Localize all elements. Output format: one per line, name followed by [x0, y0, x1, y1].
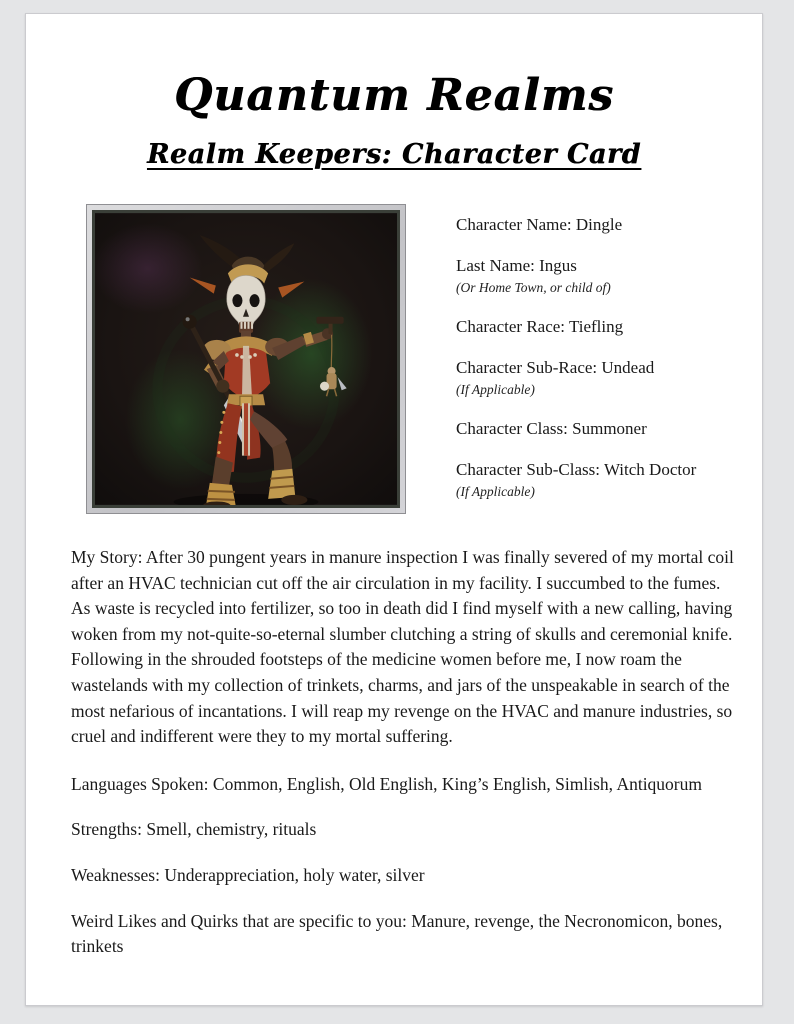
field-sub-race-note: (If Applicable)	[456, 382, 535, 397]
field-label: Character Race:	[456, 317, 569, 336]
document-title: Quantum Realms	[173, 70, 615, 121]
field-last-name-note: (Or Home Town, or child of)	[456, 280, 611, 295]
attr-value: Common, English, Old English, King’s English, Simlish, Antiquorum	[212, 773, 702, 794]
field-value: Dingle	[575, 215, 623, 234]
attr-weaknesses	[71, 863, 736, 889]
attr-languages	[71, 772, 736, 798]
attr-label: Strengths:	[71, 819, 147, 840]
story-label: My Story:	[71, 547, 146, 567]
field-value: Tiefling	[568, 317, 624, 336]
field-value: Witch Doctor	[603, 460, 697, 479]
character-card-top	[86, 204, 726, 520]
attr-label: Weaknesses:	[71, 864, 165, 885]
field-label: Character Name:	[456, 215, 576, 234]
field-character-sub-class	[456, 459, 696, 480]
field-label: Character Class:	[456, 419, 573, 438]
document-page	[25, 13, 763, 1006]
field-character-class	[456, 418, 696, 439]
portrait-inner-border	[92, 210, 400, 508]
field-value: Undead	[601, 358, 655, 377]
field-character-sub-race	[456, 357, 696, 378]
attr-value: Underappreciation, holy water, silver	[164, 864, 425, 885]
field-value: Summoner	[572, 419, 647, 438]
field-character-race	[456, 316, 696, 337]
field-sub-class-note: (If Applicable)	[456, 484, 535, 499]
story-paragraph	[71, 545, 736, 750]
story-text: After 30 pungent years in manure inspection I was finally severed of my mortal coil after an HVAC technician cut off the air circulation in my facility. I succumbed to the fumes. As waste is recycled into fertilizer, so too in death did I find myself with a new calling, having woken from my not-quite-so-eternal slumber clutching a string of skulls and ceremonial knife. Following in the shrouded footsteps of the medicine women before me, I now roam the wastelands with my collection of trinkets, charms, and jars of the unspeakable in search of the most nefarious of incantations. I will reap my revenge on the HVAC and manure industries, so cruel and indifferent were they to my mortal suffering.	[71, 547, 734, 747]
field-label: Character Sub-Class:	[456, 460, 604, 479]
character-fields	[456, 204, 696, 520]
attr-weird-likes	[71, 909, 736, 960]
document-subtitle: Realm Keepers: Character Card	[146, 139, 642, 170]
field-label: Character Sub-Race:	[456, 358, 602, 377]
attribute-list	[71, 772, 736, 960]
field-last-name	[456, 255, 696, 276]
field-value: Ingus	[539, 256, 577, 275]
field-label: Last Name:	[456, 256, 540, 275]
attr-value: Smell, chemistry, rituals	[146, 819, 317, 840]
field-character-name	[456, 214, 696, 235]
attr-label: Languages Spoken:	[71, 773, 213, 794]
portrait-frame	[86, 204, 406, 514]
attr-strengths	[71, 817, 736, 843]
character-portrait	[95, 213, 397, 505]
attr-value: Manure, revenge, the Necronomicon, bones, trinkets	[71, 910, 723, 957]
attr-label: Weird Likes and Quirks that are specific to you:	[71, 910, 412, 931]
